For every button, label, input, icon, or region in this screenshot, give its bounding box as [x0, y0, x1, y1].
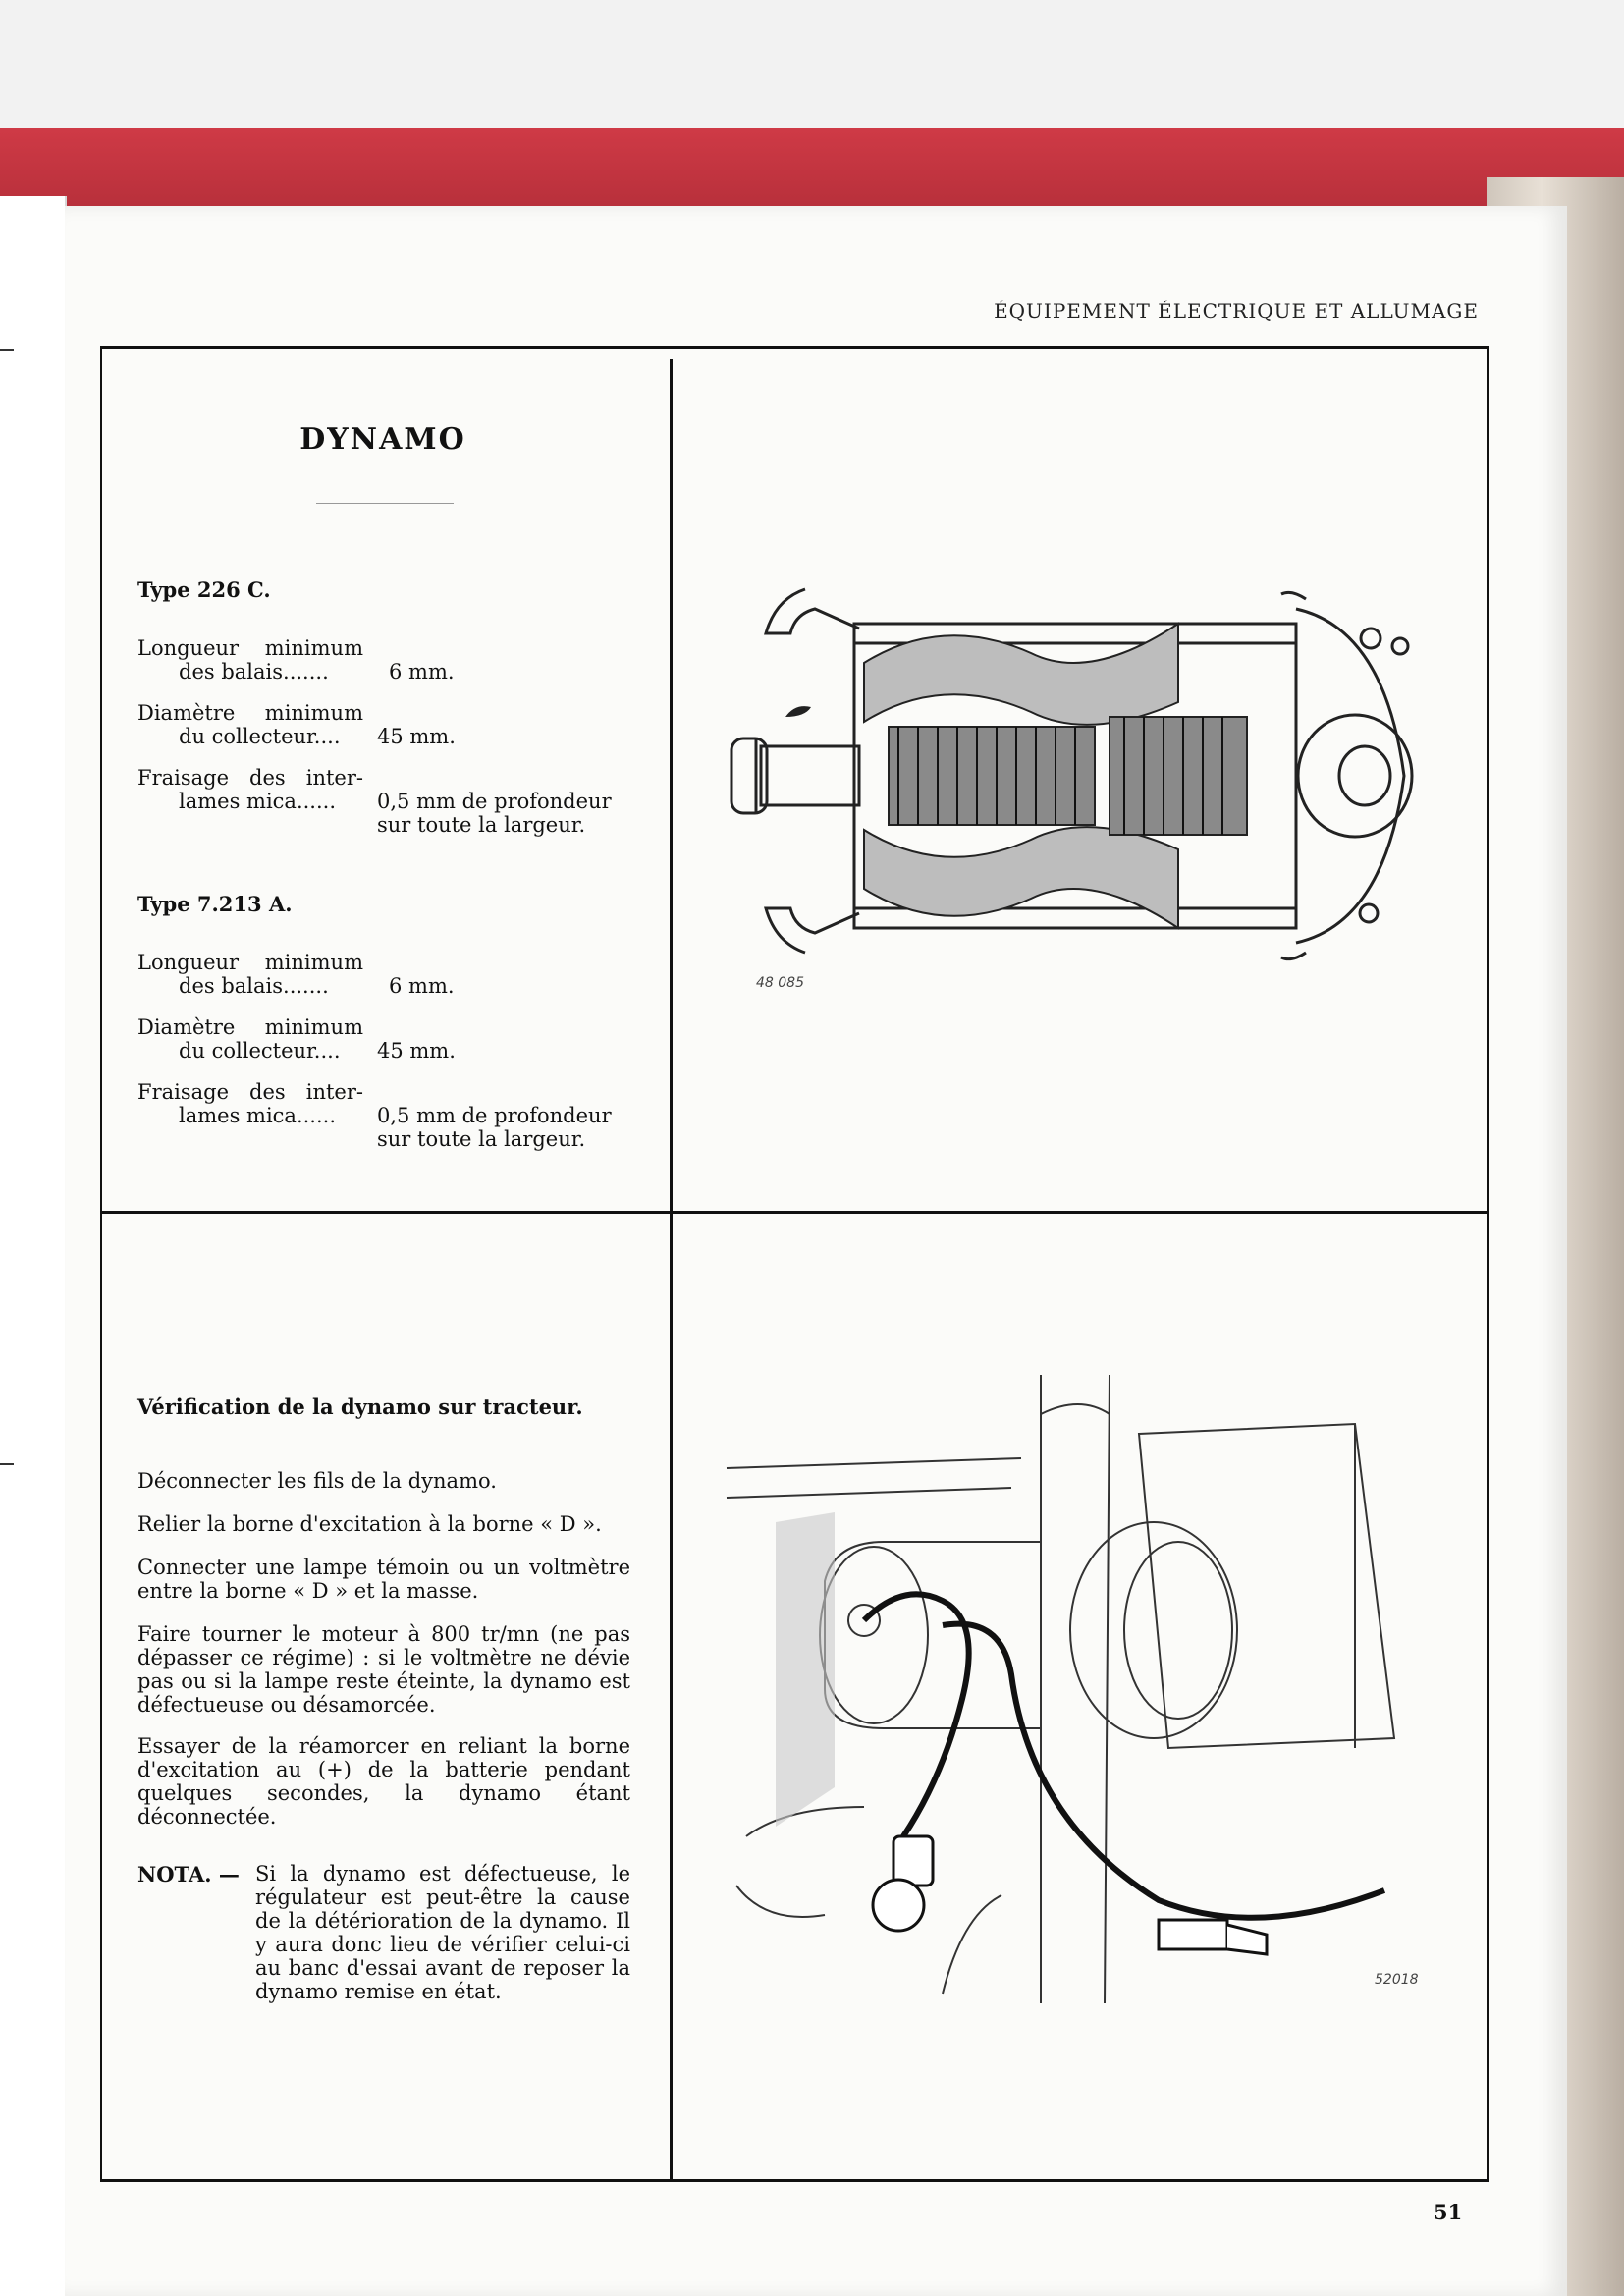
tractor-test-illustration: [717, 1375, 1443, 2003]
spec-label: [137, 1015, 363, 1063]
figure-reference: 52018: [1375, 1972, 1419, 1988]
spec-label-line: du collecteur....: [179, 1039, 341, 1063]
spec-label-line: des balais.......: [179, 974, 329, 998]
spec-label: [137, 701, 363, 748]
key-slot-mark: [785, 706, 811, 717]
spec-value-line: sur toute la largeur.: [377, 1127, 586, 1151]
page-number: 51: [1434, 2200, 1463, 2224]
type-heading: Type 7.213 A.: [137, 892, 293, 916]
spec-value: 45 mm.: [377, 1039, 456, 1063]
spec-label: [137, 951, 363, 998]
instruction-paragraph: Essayer de la réamorcer en reliant la borne d'excitation au (+) de la batterie pendant quelques secondes, la dynamo étant déconnectée.: [137, 1734, 630, 1829]
spec-label: [137, 1080, 363, 1127]
spec-label-line: Fraisage des inter-: [137, 766, 363, 790]
instruction-paragraph: Faire tourner le moteur à 800 tr/mn (ne pas dépasser ce régime) : si le voltmètre ne dévie pas ou si la lampe reste éteinte, la dynamo est défectueuse ou désamorcée.: [137, 1622, 630, 1717]
spec-value-line: 0,5 mm de profondeur: [377, 1104, 612, 1127]
spec-label-line: Diamètre minimum: [137, 701, 363, 725]
instruction-paragraph: Connecter une lampe témoin ou un voltmètre entre la borne « D » et la masse.: [137, 1556, 630, 1603]
row-divider: [100, 1211, 1489, 1214]
spec-value: [377, 1104, 612, 1151]
instruction-paragraph: Déconnecter les fils de la dynamo.: [137, 1469, 497, 1493]
crocodile-clip: [1159, 1920, 1267, 1954]
running-header: ÉQUIPEMENT ÉLECTRIQUE ET ALLUMAGE: [994, 300, 1479, 323]
facing-page-rule: [0, 1463, 14, 1465]
dynamo-cutaway-illustration: [717, 570, 1443, 1002]
figure-reference: 48 085: [756, 975, 804, 991]
column-divider: [670, 359, 673, 2182]
spec-label-line: Diamètre minimum: [137, 1015, 363, 1039]
spec-label-line: du collecteur....: [179, 725, 341, 748]
test-lamp: [873, 1836, 933, 1931]
facing-page: [0, 196, 67, 2296]
spec-label-line: Longueur minimum: [137, 951, 363, 974]
spec-value: 6 mm.: [389, 974, 455, 998]
nota-text: Si la dynamo est défectueuse, le régulateur est peut-être la cause de la détérioration de la dynamo. Il y aura donc lieu de vérifier celui-ci au banc d'essai avant de reposer la dynamo remise en état.: [255, 1862, 630, 2003]
spec-label: [137, 766, 363, 813]
spec-label: [137, 636, 363, 683]
spec-label-line: lames mica......: [179, 790, 336, 813]
page-title: DYNAMO: [299, 422, 466, 457]
facing-page-rule: [0, 349, 14, 351]
spec-value: 6 mm.: [389, 660, 455, 683]
instruction-paragraph: Relier la borne d'excitation à la borne « D ».: [137, 1512, 602, 1536]
spec-value-line: 0,5 mm de profondeur: [377, 790, 612, 813]
spec-label-line: Fraisage des inter-: [137, 1080, 363, 1104]
type-heading: Type 226 C.: [137, 577, 271, 602]
spec-label-line: des balais.......: [179, 660, 329, 683]
spec-value-line: sur toute la largeur.: [377, 813, 586, 837]
nota-label: NOTA. —: [137, 1862, 240, 1886]
spec-value: [377, 790, 612, 837]
engine-shading: [776, 1512, 835, 1827]
spec-label-line: Longueur minimum: [137, 636, 363, 660]
spec-value: 45 mm.: [377, 725, 456, 748]
title-underline: [316, 503, 454, 504]
binder-cover-edge: [0, 128, 1624, 206]
spec-label-line: lames mica......: [179, 1104, 336, 1127]
section-heading: Vérification de la dynamo sur tracteur.: [137, 1394, 583, 1419]
